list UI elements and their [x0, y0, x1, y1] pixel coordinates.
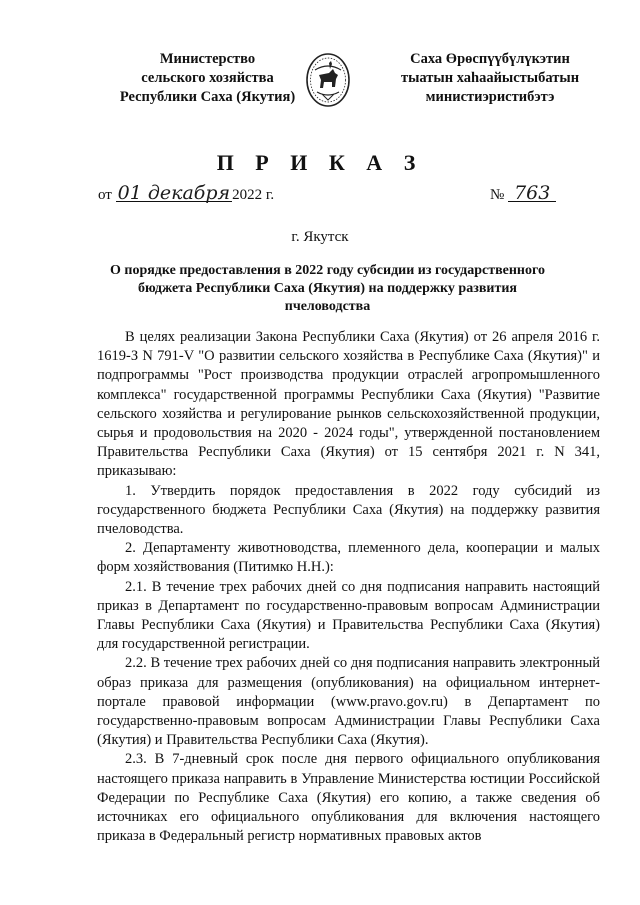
- header-right-line: Саха Өрөспүүбүлүкэтин: [410, 51, 570, 67]
- header-right-line: министиэристибэтэ: [425, 89, 555, 105]
- paragraph-item-2-3: 2.3. В 7-дневный срок после дня первого официального опубликования настоящего приказа направить в Управление Министерства юстиции Российской Федерации по Республике Саха (Якутия) его копию, а также сведения об источниках его официального опубликования для включения настоящего приказа в Федеральный регистр нормативных правовых актов: [97, 751, 600, 845]
- paragraph-item-2-2: 2.2. В течение трех рабочих дней со дня подписания направить электронный образ приказа для размещения (опубликования) на официальном интернет-портале правовой информации (www.pravo.gov.ru) в Департамент по государственно-правовым вопросам Администрации Главы Республики Саха (Якутия) и Правительства Республики Саха (Якутия).: [97, 655, 600, 749]
- order-heading: О порядке предоставления в 2022 году субсидии из государственного бюджета Республики Саха (Якутия) на поддержку развития пчеловодства: [109, 263, 546, 314]
- paragraph-preamble: В целях реализации Закона Республики Саха (Якутия) от 26 апреля 2016 г. 1619-З N 791-V "О развитии сельского хозяйства в Республике Саха (Якутия)" и подпрограммы "Рост производства продукции отраслей агропромышленного комплекса" государственной программы Республики Саха (Якутия) "Развитие сельского хозяйства и регулирование рынков сельскохозяйственной продукции, сырья и продовольствия на 2020 - 2024 годы", утвержденной постановлением Правительства Республики Саха (Якутия) от 15 сентября 2021 г. N 341, приказываю:: [97, 329, 600, 480]
- paragraph-item-2: 2. Департаменту животноводства, племенного дела, кооперации и малых форм хозяйствования (Питимко Н.Н.):: [97, 540, 600, 576]
- handwritten-number: 763: [508, 185, 556, 202]
- ministry-name-russian: [95, 50, 320, 107]
- order-body: [97, 328, 600, 846]
- number-sign: №: [490, 187, 505, 203]
- document-date: [98, 182, 275, 204]
- date-prefix: от: [98, 187, 112, 203]
- header-left-line: сельского хозяйства: [141, 70, 274, 86]
- header-right-line: тыатын хаһаайыстыбатын: [400, 70, 580, 86]
- paragraph-item-1: 1. Утвердить порядок предоставления в 2022 году субсидий из государственного бюджета Республики Саха (Якутия) на поддержку развития пчеловодства.: [97, 482, 600, 538]
- document-type-title: П Р И К А З: [216, 150, 424, 175]
- city-location: г. Якутск: [291, 229, 349, 245]
- document-number: [490, 182, 556, 204]
- handwritten-date: 01 декабря: [117, 182, 231, 204]
- coat-of-arms-icon: [305, 52, 351, 108]
- paragraph-item-2-1: 2.1. В течение трех рабочих дней со дня подписания направить настоящий приказ в Департамент по государственно-правовым вопросам Администрации Главы Республики Саха (Якутия) и Правительства Республики Саха (Якутия) для государственной регистрации.: [97, 578, 600, 653]
- date-year: 2022 г.: [232, 187, 275, 203]
- header-left-line: Республики Саха (Якутия): [119, 89, 296, 105]
- header-left-line: Министерство: [159, 51, 256, 67]
- ministry-name-yakut: [385, 50, 595, 107]
